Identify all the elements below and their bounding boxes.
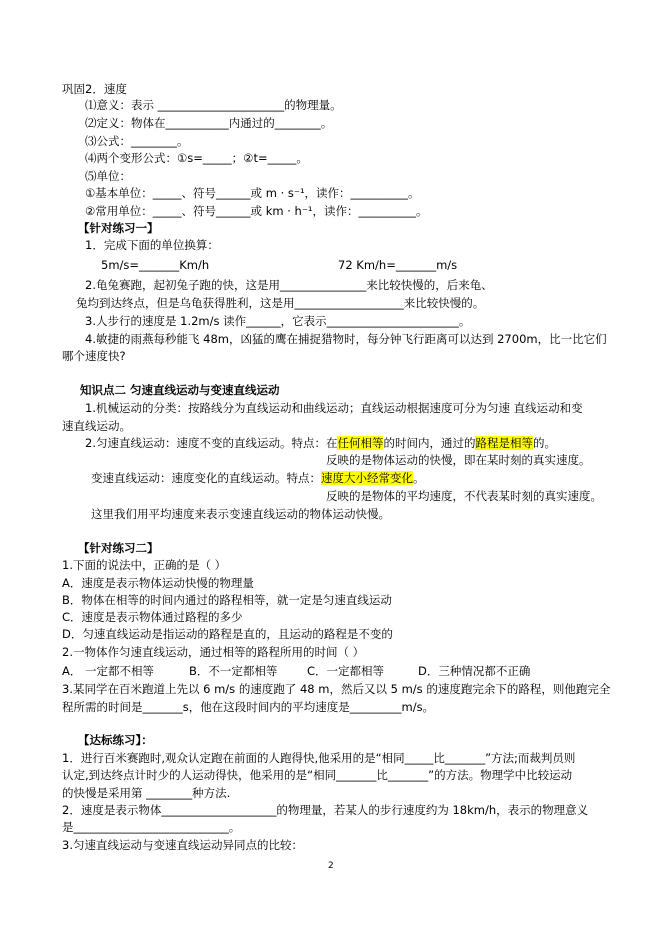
variant-formula-line: ⑷两个变形公式：①s=_____；②t=_____。 <box>85 151 308 165</box>
practice-two-heading: 【针对练习二】 <box>78 541 159 555</box>
option-d: D．匀速直线运动是指运动的路程是直的，且运动的路程是不变的 <box>62 627 393 641</box>
q2-option-d: D．三种情况都不正确 <box>418 664 531 678</box>
conversion-b: 72 Km/h=_______m/s <box>338 258 458 272</box>
option-c: C．速度是表示物体通过路程的多少 <box>62 610 243 624</box>
uniform-motion-text-2: 的时间内，通过的 <box>383 436 476 450</box>
q2-option-b: B．不一定都相等 <box>189 664 278 678</box>
option-b: B．物体在相等的时间内通过的路程相等，就一定是匀速直线运动 <box>62 593 392 607</box>
speed-meaning-line2: 是___________________________。 <box>62 820 241 834</box>
highlight-speed-changes: 速度大小经常变化 <box>321 471 413 485</box>
unit-heading: ⑸单位： <box>85 169 131 183</box>
swift-eagle-question-line1: 4.敏捷的雨燕每秒能飞 48m，凶猛的鹰在捕捉猎物时，每分钟飞行距离可以达到 2700m，比一比它们 <box>85 332 607 346</box>
q2-option-c: C．一定都相等 <box>307 664 385 678</box>
uniform-motion-text-1: 2.匀速直线运动：速度不变的直线运动。特点：在 <box>85 436 338 450</box>
q2-option-a: A． 一定都不相等 <box>62 664 155 678</box>
question-3-line1: 3.某同学在百米跑道上先以 6 m/s 的速度跑了 48 m，然后又以 5 m/s 的速度跑完余下的路程，则他跑完全 <box>62 682 611 696</box>
race-question-line1: 2.龟兔赛跑，起初兔子跑的快，这是用_______________来比较快慢的，后来龟、 <box>85 278 493 292</box>
race-judging-line1: 1．进行百米赛跑时,观众认定跑在前面的人跑得快,他采用的是“相同_____比_______”方法;而裁判员则 <box>62 751 576 765</box>
variable-motion-text-2: 。 <box>413 471 425 485</box>
swift-eagle-question-line2: 哪个速度快? <box>62 349 126 363</box>
knowledge-point-two-heading: 知识点二 匀速直线运动与变速直线运动 <box>80 383 280 397</box>
unit-conversion-question: 1．完成下面的单位换算： <box>85 238 219 252</box>
question-2: 2.一物体作匀速直线运动，通过相等的路程所用的时间（ ） <box>62 645 365 659</box>
formula-line: ⑶公式：________。 <box>85 134 189 148</box>
meaning-line: ⑴意义：表示 ______________________的物理量。 <box>85 98 342 112</box>
race-question-line2: 兔均到达终点，但是乌龟获得胜利，这是用___________________来比较快慢的。 <box>76 296 485 310</box>
average-speed-note: 这里我们用平均速度来表示变速直线运动的物体运动快慢。 <box>91 507 390 521</box>
highlight-distance-equal: 路程是相等 <box>475 436 533 450</box>
walking-speed-question: 3.人步行的速度是 1.2m/s 读作______，它表示_______________________。 <box>85 314 471 328</box>
definition-line: ⑵定义：物体在___________内通过的________。 <box>85 116 333 130</box>
uniform-motion-reflection: 反映的是物体运动的快慢，即在某时刻的真实速度。 <box>326 453 591 467</box>
conversion-a: 5m/s=_______Km/h <box>101 258 210 272</box>
race-judging-line3: 的快慢是采用第 ________种方法. <box>62 786 231 800</box>
question-3-line2: 程所需的时间是_______s，他在这段时间内的平均速度是_________m/s。 <box>62 700 435 714</box>
speed-meaning-line1: 2．速度是表示物体____________________的物理量，若某人的步行速度约为 18km/h，表示的物理意义 <box>62 803 589 817</box>
common-unit-line: ②常用单位：_____、符号______或 km · h⁻¹，读作：__________。 <box>85 204 428 218</box>
practice-one-heading: 【针对练习一】 <box>78 221 159 235</box>
highlight-any-equal: 任何相等 <box>337 436 384 450</box>
race-judging-line2: 认定,到达终点计时少的人运动得快，他采用的是“相同_______比_______”的方法。物理学中比较运动 <box>62 768 573 782</box>
basic-unit-line: ①基本单位：_____、符号______或 m · s⁻¹，读作：__________。 <box>85 186 420 200</box>
comparison-question: 3.匀速直线运动与变速直线运动异同点的比较： <box>62 838 303 852</box>
variable-motion-text-1: 变速直线运动：速度变化的直线运动。特点： <box>91 471 321 485</box>
section-heading-speed: 巩固2．速度 <box>62 82 127 96</box>
uniform-motion-text-3: 的。 <box>532 436 556 450</box>
variable-motion-line <box>91 471 425 486</box>
variable-motion-reflection: 反映的是物体的平均速度，不代表某时刻的真实速度。 <box>326 489 602 503</box>
page-number: 2 <box>328 861 334 871</box>
question-1: 1.下面的说法中，正确的是（ ） <box>62 558 227 572</box>
uniform-motion-line <box>85 436 556 451</box>
option-a: A．速度是表示物体运动快慢的物理量 <box>62 576 254 590</box>
motion-classification-line1: 1.机械运动的分类：按路线分为直线运动和曲线运动；直线运动根据速度可分为匀速 直线运动和变 <box>85 401 583 415</box>
motion-classification-line2: 速直线运动。 <box>62 419 131 433</box>
standard-practice-heading: 【达标练习】： <box>78 733 153 747</box>
